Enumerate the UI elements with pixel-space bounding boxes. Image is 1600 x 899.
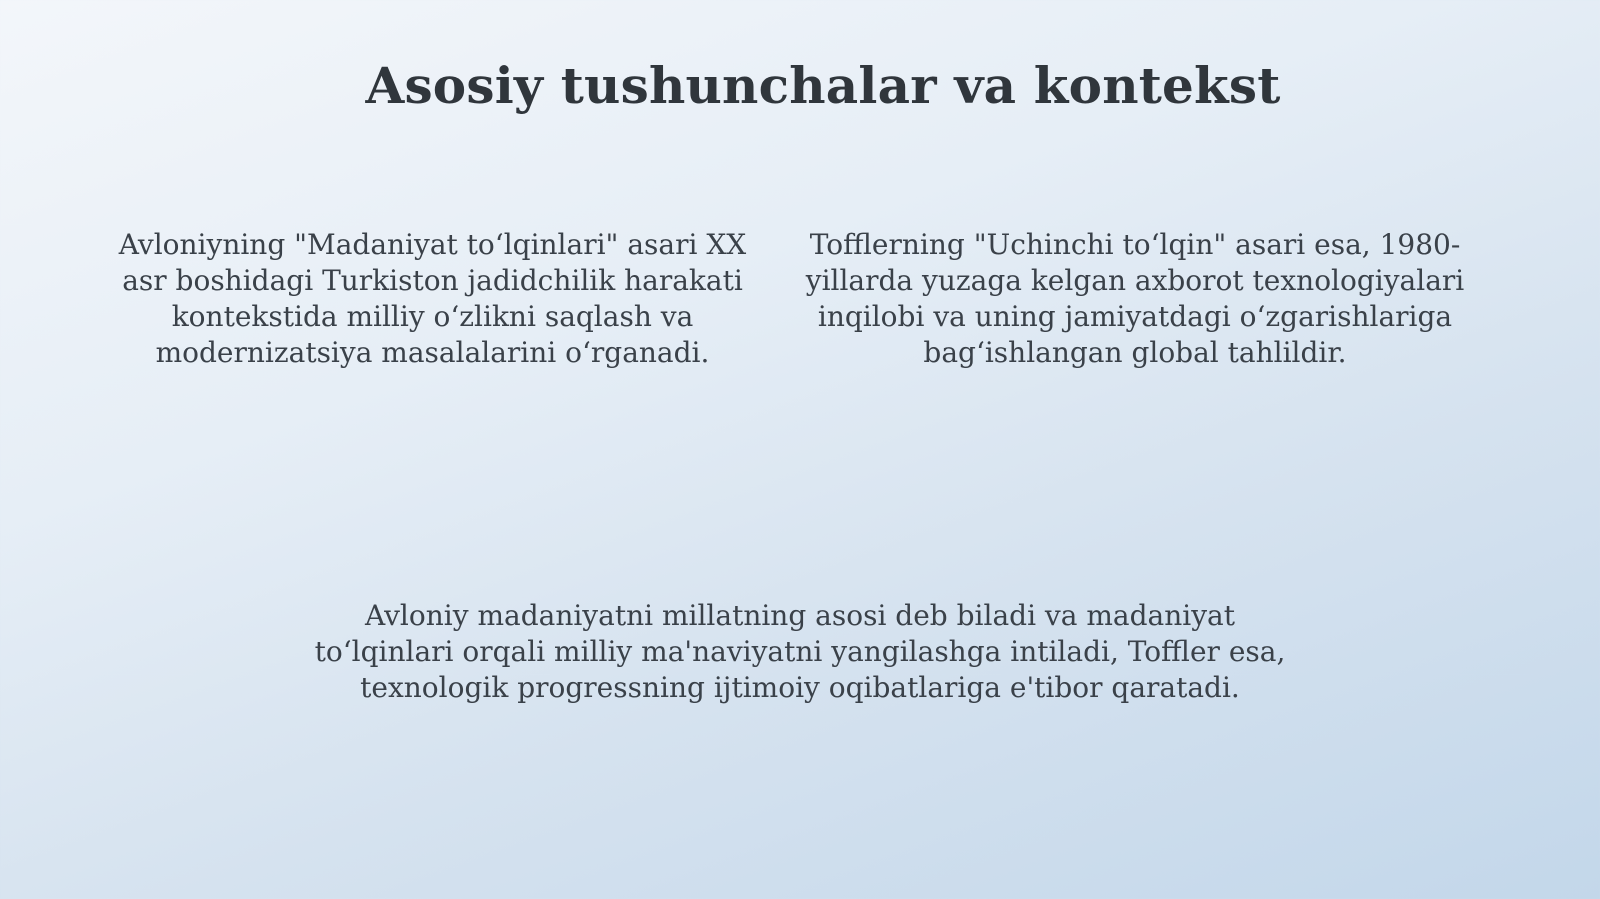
bottom-paragraph: Avloniy madaniyatni millatning asosi deb biladi va madaniyat to‘lqinlari orqali milliy ma'naviyatni yangilashga intiladi, Toffler esa, texnologik progressning ijtimoiy oqibatlariga e'tibor qaratadi. bbox=[314, 599, 1286, 704]
right-paragraph: Tofflerning "Uchinchi to‘lqin" asari esa, 1980-yillarda yuzaga kelgan axborot texnologiyalari inqilobi va uning jamiyatdagi o‘zgarishlariga bag‘ishlangan global tahlildir. bbox=[805, 228, 1465, 369]
left-paragraph: Avloniyning "Madaniyat to‘lqinlari" asari XX asr boshidagi Turkiston jadidchilik harakati kontekstida milliy o‘zlikni saqlash va modernizatsiya masalalarini o‘rganadi. bbox=[118, 228, 747, 369]
slide-title: Asosiy tushunchalar va kontekst bbox=[365, 56, 1281, 115]
